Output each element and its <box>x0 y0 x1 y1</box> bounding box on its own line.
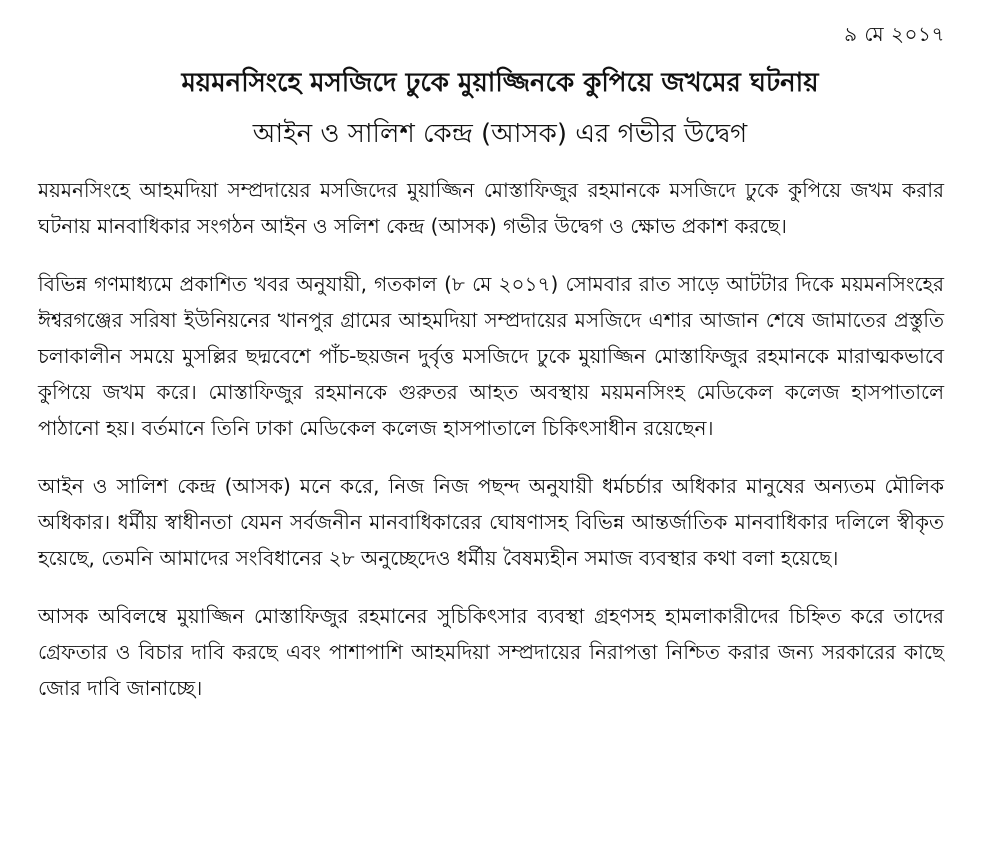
paragraph-intro: ময়মনসিংহে আহমদিয়া সম্প্রদায়ের মসজিদের মুয়াজ্জিন মোস্তাফিজুর রহমানকে মসজিদে ঢুকে কুপিয়ে জখম করার ঘটনায় মানবাধিকার সংগঠন আইন ও সলিশ কেন্দ্র (আসক) গভীর উদ্বেগ ও ক্ষোভ প্রকাশ করছে। <box>38 178 944 238</box>
paragraph-rights-statement: আইন ও সালিশ কেন্দ্র (আসক) মনে করে, নিজ নিজ পছন্দ অনুযায়ী ধর্মচর্চার অধিকার মানুষের অন্যতম মৌলিক অধিকার। ধর্মীয় স্বাধীনতা যেমন সর্বজনীন মানবাধিকারের ঘোষণাসহ বিভিন্ন আন্তর্জাতিক মানবাধিকার দলিলে স্বীকৃত হয়েছে, তেমনি আমাদের সংবিধানের ২৮ অনুচ্ছেদেও ধর্মীয় বৈষম্যহীন সমাজ ব্যবস্থার কথা বলা হয়েছে। <box>38 474 944 570</box>
release-date: ৯ মে ২০১৭ <box>844 22 945 46</box>
subheadline: আইন ও সালিশ কেন্দ্র (আসক) এর গভীর উদ্বেগ <box>252 119 748 149</box>
paragraph-demands: আসক অবিলম্বে মুয়াজ্জিন মোস্তাফিজুর রহমানের সুচিকিৎসার ব্যবস্থা গ্রহণসহ হামলাকারীদের চিহ্নিত করে তাদের গ্রেফতার ও বিচার দাবি করছে এবং পাশাপাশি আহমদিয়া সম্প্রদায়ের নিরাপত্তা নিশ্চিত করার জন্য সরকারের কাছে জোর দাবি জানাচ্ছে। <box>38 604 944 700</box>
headline: ময়মনসিংহে মসজিদে ঢুকে মুয়াজ্জিনকে কুপিয়ে জখমের ঘটনায় <box>181 68 819 98</box>
paragraph-incident-report: বিভিন্ন গণমাধ্যমে প্রকাশিত খবর অনুযায়ী, গতকাল (৮ মে ২০১৭) সোমবার রাত সাড়ে আটটার দিকে ময়মনসিংহের ঈশ্বরগঞ্জের সরিষা ইউনিয়নের খানপুর গ্রামের আহমদিয়া সম্প্রদায়ের মসজিদে এশার আজান শেষে জামাতের প্রস্তুতি চলাকালীন সময়ে মুসল্লির ছদ্মবেশে পাঁচ-ছয়জন দুর্বৃত্ত মসজিদে ঢুকে মুয়াজ্জিন মোস্তাফিজুর রহমানকে মারাত্মকভাবে কুপিয়ে জখম করে। মোস্তাফিজুর রহমানকে গুরুতর আহত অবস্থায় ময়মনসিংহ মেডিকেল কলেজ হাসপাতালে পাঠানো হয়। বর্তমানে তিনি ঢাকা মেডিকেল কলেজ হাসপাতালে চিকিৎসাধীন রয়েছেন। <box>38 272 944 440</box>
press-release-body <box>38 172 944 728</box>
